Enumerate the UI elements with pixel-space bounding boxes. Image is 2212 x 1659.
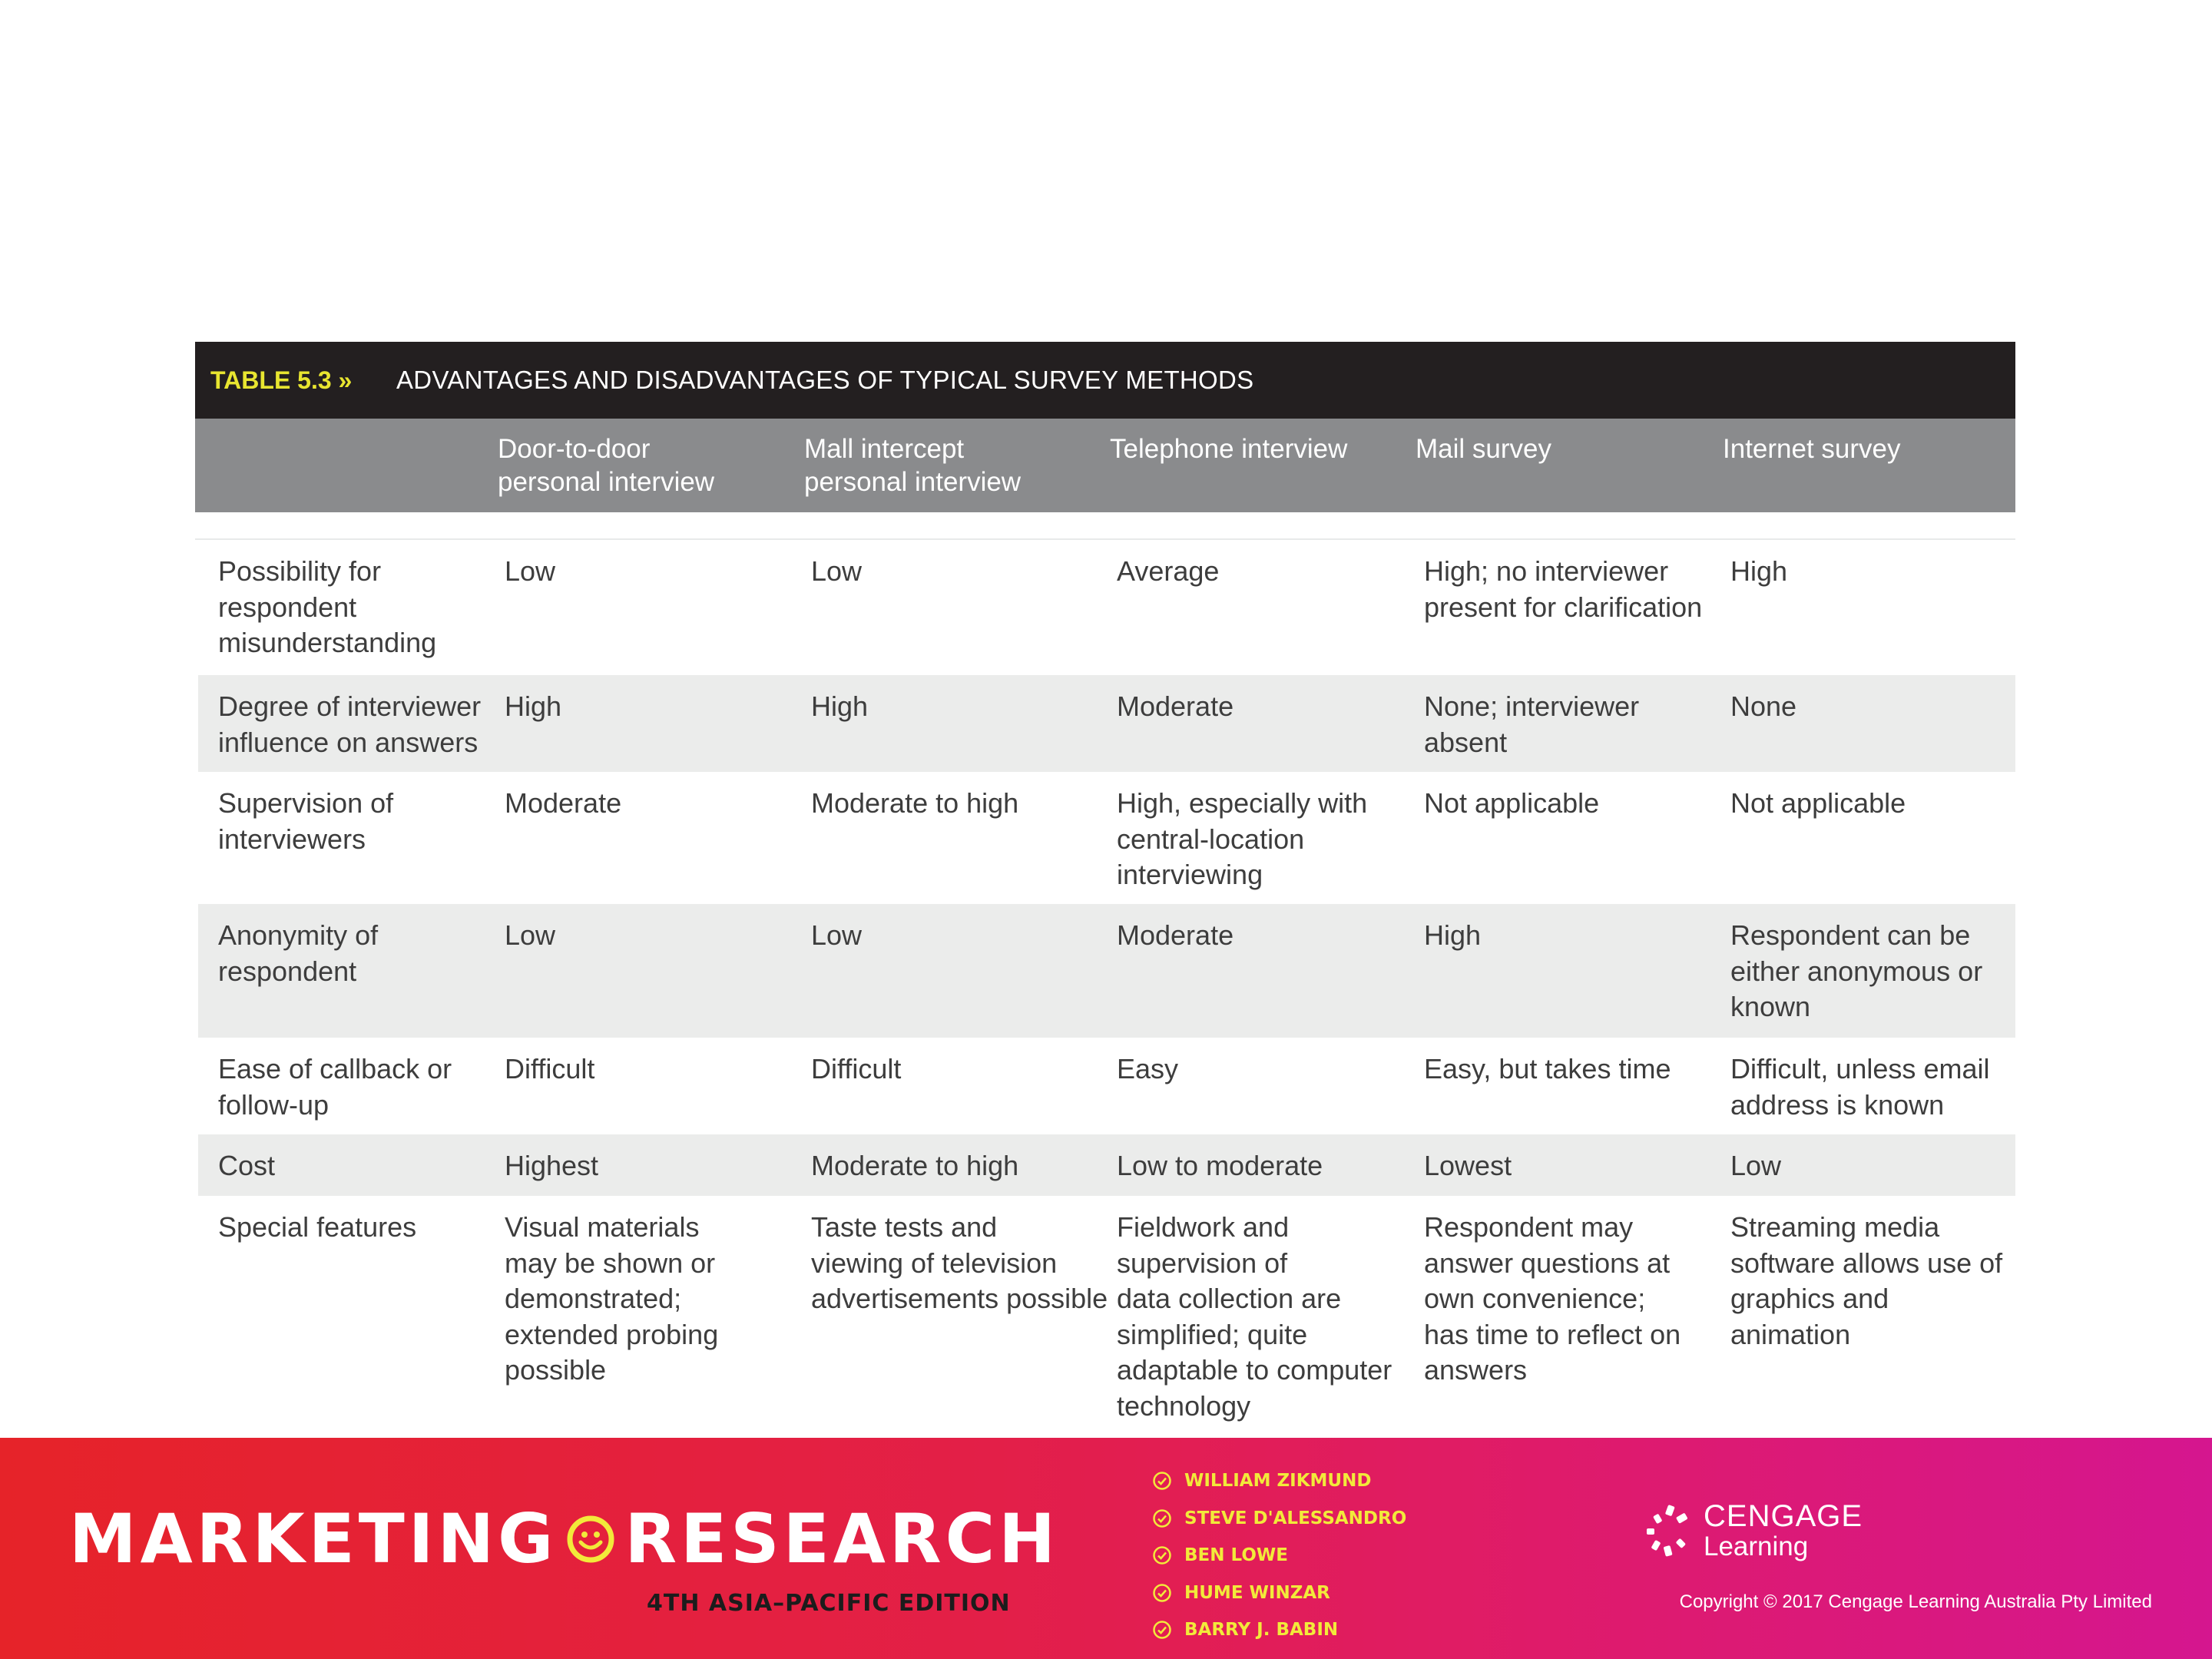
- table-row: [198, 540, 2015, 675]
- table-cell: Low: [811, 555, 863, 587]
- table-cell: Streaming media software allows use of graphics and animation: [1730, 1211, 2003, 1350]
- author-list: [1152, 1462, 1406, 1649]
- book-title-logo: [69, 1499, 1059, 1578]
- table-cell: None: [1730, 690, 1797, 722]
- row-label: Degree of interviewer influence on answers: [218, 690, 482, 758]
- table-cell: Highest: [505, 1150, 599, 1181]
- author-name: BARRY J. BABIN: [1184, 1620, 1339, 1641]
- table-cell: Easy, but takes time: [1424, 1053, 1671, 1084]
- author-item: [1152, 1575, 1406, 1612]
- column-header-door-to-door: Door-to-door personal interview: [498, 434, 715, 497]
- table-cell: Moderate: [1117, 690, 1234, 722]
- table-cell: Visual materials may be shown or demonstrated; extended probing possible: [505, 1211, 719, 1386]
- table-cell: Moderate to high: [811, 787, 1019, 819]
- table-cell: Respondent may answer questions at own convenience; has time to reflect on answers: [1424, 1211, 1681, 1386]
- brand-marketing: MARKETING: [69, 1499, 558, 1578]
- column-header-mail: Mail survey: [1416, 434, 1551, 464]
- book-banner: [0, 1438, 2212, 1659]
- table-row: [198, 904, 2015, 1038]
- row-label: Ease of callback or follow-up: [218, 1053, 452, 1121]
- row-label: Supervision of interviewers: [218, 787, 394, 855]
- copyright-notice: Copyright © 2017 Cengage Learning Australia Pty Limited: [1679, 1591, 2152, 1612]
- author-name: STEVE D'ALESSANDRO: [1184, 1508, 1407, 1528]
- table-cell: None; interviewer absent: [1424, 690, 1640, 758]
- table-body: [195, 540, 2015, 1439]
- table-cell: High: [505, 690, 562, 722]
- table-cell: Moderate: [1117, 919, 1234, 951]
- table-header-row: [195, 419, 2015, 512]
- table-cell: Lowest: [1424, 1150, 1512, 1181]
- publisher-name: CENGAGE: [1704, 1499, 1863, 1533]
- table-cell: High, especially with central-location interviewing: [1117, 787, 1368, 890]
- table-cell: Taste tests and viewing of television advertisements possible: [811, 1211, 1108, 1314]
- column-header-internet: Internet survey: [1723, 434, 1901, 464]
- table-cell: Average: [1117, 555, 1220, 587]
- author-item: [1152, 1462, 1406, 1500]
- table-cell: High: [811, 690, 869, 722]
- publisher-logo: [1644, 1501, 1863, 1562]
- table-cell: Difficult, unless email address is known: [1730, 1053, 1990, 1121]
- table-row: [198, 1134, 2015, 1196]
- table-row: [198, 1038, 2015, 1134]
- table-cell: Difficult: [505, 1053, 595, 1084]
- edition-label: 4TH ASIA–PACIFIC EDITION: [647, 1590, 1011, 1617]
- survey-methods-table: [195, 342, 2015, 1440]
- table-cell: High: [1730, 555, 1788, 587]
- check-circle-icon: [1152, 1545, 1172, 1565]
- table-cell: Not applicable: [1730, 787, 1906, 819]
- smiley-icon: [566, 1515, 615, 1564]
- author-name: HUME WINZAR: [1184, 1582, 1330, 1603]
- check-circle-icon: [1152, 1471, 1172, 1491]
- column-header-telephone: Telephone interview: [1110, 434, 1348, 464]
- table-cell: Easy: [1117, 1053, 1179, 1084]
- table-cell: Low: [505, 555, 556, 587]
- table-cell: Low to moderate: [1117, 1150, 1323, 1181]
- check-circle-icon: [1152, 1620, 1172, 1640]
- table-cell: Low: [1730, 1150, 1782, 1181]
- author-item: [1152, 1500, 1406, 1538]
- author-name: BEN LOWE: [1184, 1545, 1288, 1566]
- table-row: [198, 675, 2015, 772]
- brand-research: RESEARCH: [624, 1499, 1059, 1578]
- table-row: [198, 772, 2015, 904]
- table-title-bar: [195, 342, 2015, 419]
- row-label: Cost: [218, 1150, 276, 1181]
- table-number-label: TABLE 5.3 »: [210, 366, 353, 394]
- row-label: Possibility for respondent misunderstanding: [218, 555, 437, 658]
- table-cell: Low: [505, 919, 556, 951]
- row-label: Special features: [218, 1211, 417, 1243]
- check-circle-icon: [1152, 1508, 1172, 1528]
- table-cell: Fieldwork and supervision of data collection are simplified; quite adaptable to computer technology: [1117, 1211, 1392, 1422]
- publisher-subname: Learning: [1704, 1532, 1809, 1561]
- column-header-mall-intercept: Mall intercept personal interview: [804, 434, 1022, 497]
- table-cell: Not applicable: [1424, 787, 1600, 819]
- author-name: WILLIAM ZIKMUND: [1184, 1471, 1372, 1492]
- author-item: [1152, 1611, 1406, 1649]
- cengage-burst-icon: [1644, 1504, 1693, 1559]
- author-item: [1152, 1537, 1406, 1575]
- table-cell: High: [1424, 919, 1482, 951]
- header-spacer: [195, 512, 2015, 540]
- table-title: ADVANTAGES AND DISADVANTAGES OF TYPICAL SURVEY METHODS: [396, 366, 1254, 394]
- check-circle-icon: [1152, 1583, 1172, 1603]
- table-row: [198, 1196, 2015, 1439]
- table-cell: Moderate to high: [811, 1150, 1019, 1181]
- row-label: Anonymity of respondent: [218, 919, 379, 987]
- table-cell: High; no interviewer present for clarification: [1424, 555, 1703, 623]
- table-cell: Moderate: [505, 787, 622, 819]
- table-cell: Low: [811, 919, 863, 951]
- table-cell: Respondent can be either anonymous or known: [1730, 919, 1983, 1022]
- table-cell: Difficult: [811, 1053, 902, 1084]
